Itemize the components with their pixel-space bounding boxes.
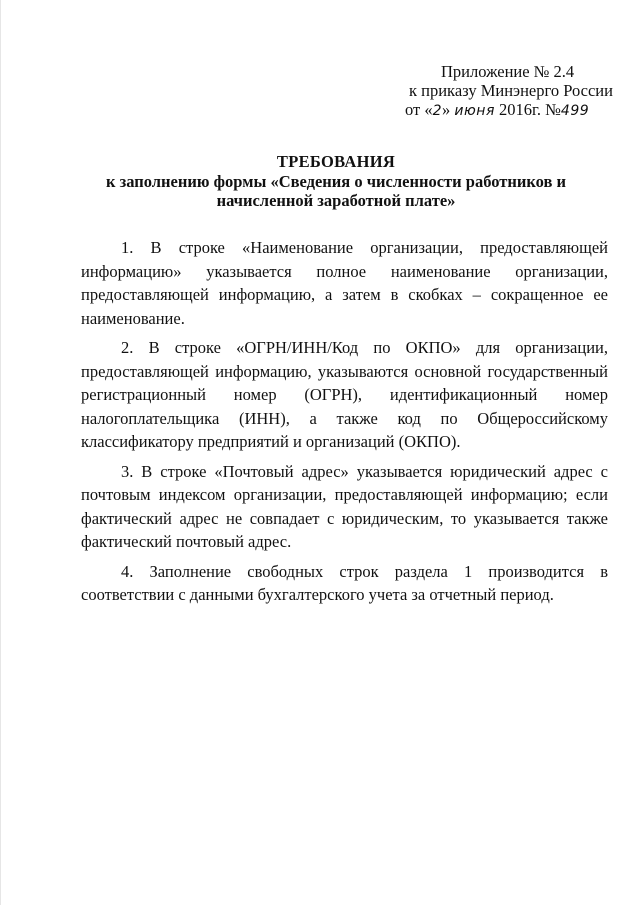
- document-subtitle: к заполнению формы «Сведения о численности работников и начисленной заработной плате»: [105, 172, 567, 210]
- date-year: 2016: [494, 100, 533, 119]
- paragraph-4: 4. Заполнение свободных строк раздела 1 производится в соответствии с данными бухгалтерского учета за отчетный период.: [81, 561, 608, 604]
- date-mid: »: [442, 100, 455, 119]
- appendix-block: [401, 62, 621, 121]
- paragraph-3: 3. В строке «Почтовый адрес» указывается юридический адрес с почтовым индексом организации, предоставляющей информацию; если фактический адрес не совпадает с юридическим, то указывается также фактический почтовый адрес.: [81, 461, 608, 551]
- order-reference: к приказу Минэнерго России: [409, 81, 613, 100]
- order-date-line: [401, 100, 621, 121]
- requirements-body: [81, 236, 608, 613]
- handwritten-day: 2: [432, 103, 443, 119]
- document-title: ТРЕБОВАНИЯ: [276, 152, 396, 171]
- handwritten-order-number: 499: [560, 103, 590, 119]
- paragraph-1: 1. В строке «Наименование организации, предоставляющей информацию» указывается полное наименование организации, предоставляющей информацию, а затем в скобках – сокращенное ее наименование.: [81, 238, 608, 328]
- paragraph-2: 2. В строке «ОГРН/ИНН/Код по ОКПО» для организации, предоставляющей информацию, указываются основной государственный регистрационный номер (ОГРН), идентификационный номер налогоплательщика (ИНН), а также код по Общероссийскому классификатору предприятий и организаций (ОКПО).: [81, 338, 608, 451]
- date-prefix: от «: [405, 100, 433, 119]
- document-heading: [71, 152, 601, 210]
- date-suffix: г. №: [532, 100, 561, 119]
- handwritten-month: июня: [454, 103, 495, 119]
- appendix-number: Приложение № 2.4: [441, 62, 575, 81]
